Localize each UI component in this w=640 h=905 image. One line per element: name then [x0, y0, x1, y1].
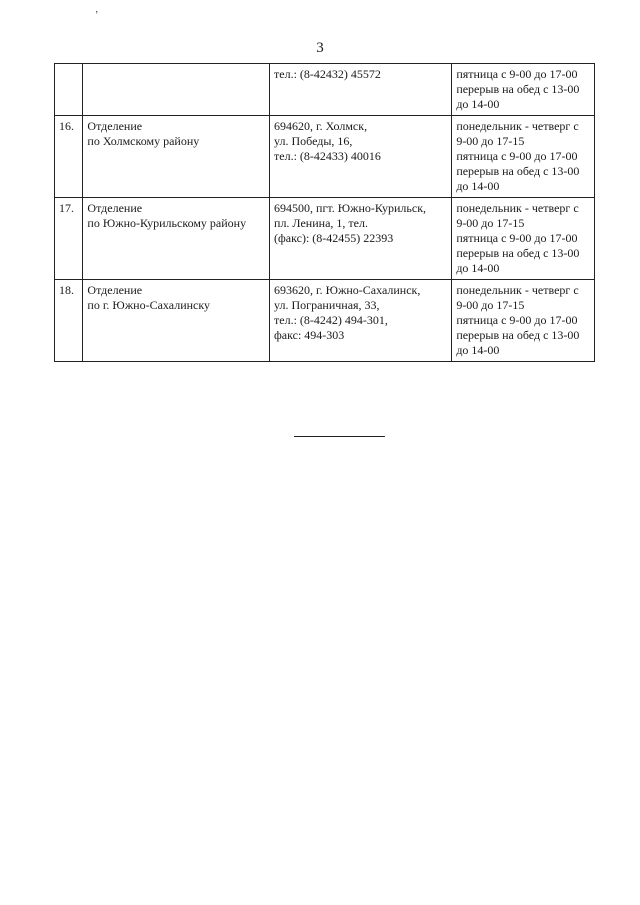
hours-line: перерыв на обед с 13-00 [456, 328, 580, 342]
hours-line: перерыв на обед с 13-00 [456, 246, 580, 260]
hours-line: понедельник - четверг с [456, 201, 579, 215]
hours-line: до 14-00 [456, 261, 500, 275]
hours-cell [452, 64, 595, 116]
table-row [55, 198, 595, 280]
hours-line: пятница с 9-00 до 17-00 [456, 67, 578, 81]
hours-line: пятница с 9-00 до 17-00 [456, 231, 578, 245]
address-line: тел.: (8-4242) 494-301, [274, 313, 388, 327]
hours-line: до 14-00 [456, 343, 500, 357]
hours-line: до 14-00 [456, 97, 500, 111]
row-number [55, 64, 83, 116]
department-line: Отделение [87, 201, 143, 215]
table-row [55, 280, 595, 362]
department-line: Отделение [87, 283, 143, 297]
scan-mark: ’ [95, 10, 99, 21]
address-cell [270, 280, 452, 362]
address-line: 693620, г. Южно-Сахалинск, [274, 283, 421, 297]
address-cell [270, 198, 452, 280]
department-line: Отделение [87, 119, 143, 133]
table-row [55, 64, 595, 116]
hours-line: 9-00 до 17-15 [456, 298, 525, 312]
hours-line: 9-00 до 17-15 [456, 134, 525, 148]
address-line: ул. Победы, 16, [274, 134, 353, 148]
hours-line: перерыв на обед с 13-00 [456, 164, 580, 178]
hours-line: пятница с 9-00 до 17-00 [456, 149, 578, 163]
hours-cell [452, 116, 595, 198]
address-line: тел.: (8-42432) 45572 [274, 67, 381, 81]
address-line: (факс): (8-42455) 22393 [274, 231, 394, 245]
hours-cell [452, 280, 595, 362]
department-line: по Холмскому району [87, 134, 200, 148]
address-line: 694500, пгт. Южно-Курильск, [274, 201, 427, 215]
row-number: 16. [55, 116, 83, 198]
department-cell [83, 198, 270, 280]
address-line: факс: 494-303 [274, 328, 345, 342]
hours-line: понедельник - четверг с [456, 283, 579, 297]
offices-table [54, 63, 595, 362]
address-line: ул. Пограничная, 33, [274, 298, 380, 312]
row-number: 18. [55, 280, 83, 362]
row-number: 17. [55, 198, 83, 280]
closing-rule [294, 436, 385, 437]
hours-line: перерыв на обед с 13-00 [456, 82, 580, 96]
page-number: 3 [316, 40, 324, 56]
address-cell [270, 64, 452, 116]
department-cell [83, 64, 270, 116]
hours-line: понедельник - четверг с [456, 119, 579, 133]
department-cell [83, 280, 270, 362]
hours-line: пятница с 9-00 до 17-00 [456, 313, 578, 327]
address-line: тел.: (8-42433) 40016 [274, 149, 381, 163]
department-line: по Южно-Курильскому району [87, 216, 247, 230]
address-line: пл. Ленина, 1, тел. [274, 216, 368, 230]
department-cell [83, 116, 270, 198]
address-cell [270, 116, 452, 198]
address-line: 694620, г. Холмск, [274, 119, 368, 133]
hours-line: до 14-00 [456, 179, 500, 193]
table-row [55, 116, 595, 198]
department-line: по г. Южно-Сахалинску [87, 298, 211, 312]
hours-line: 9-00 до 17-15 [456, 216, 525, 230]
hours-cell [452, 198, 595, 280]
